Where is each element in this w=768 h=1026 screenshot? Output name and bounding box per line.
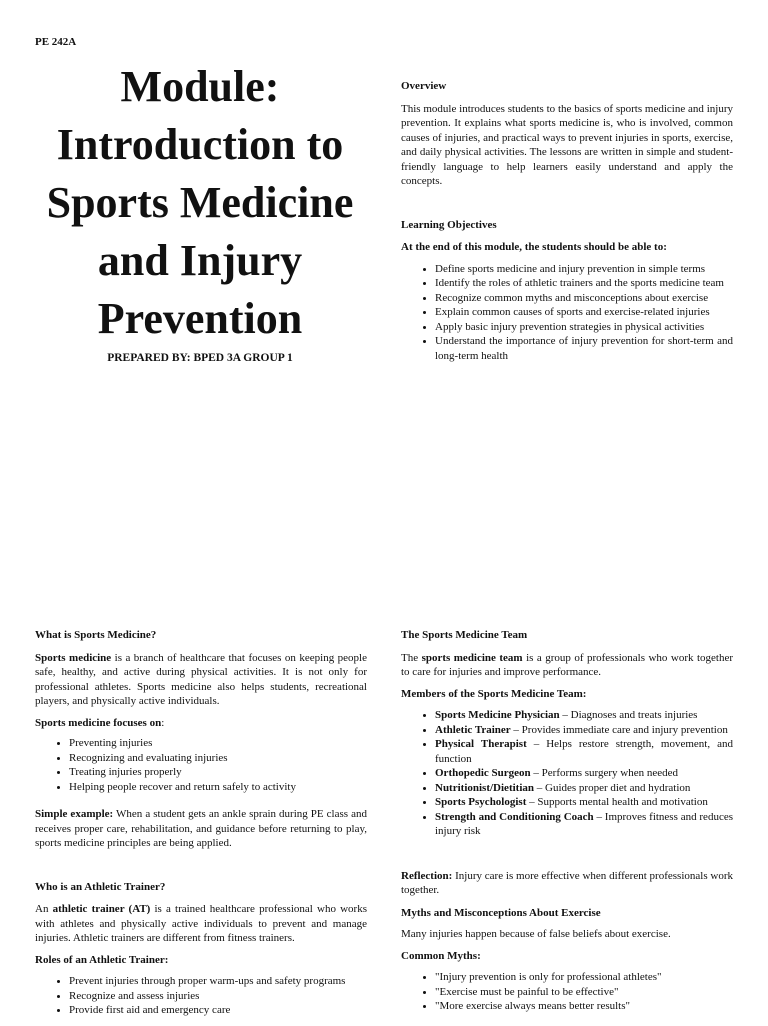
overview-heading: Overview <box>401 80 447 92</box>
objectives-intro: At the end of this module, the students should be able to: <box>401 241 667 253</box>
roles-heading: Roles of an Athletic Trainer: <box>35 953 169 966</box>
list-item: • Athletic Trainer – Provides immediate care and injury prevention <box>435 723 733 738</box>
list-item: • Strength and Conditioning Coach – Improves fitness and reduces injury risk <box>435 810 733 839</box>
trainer-body: An athletic trainer (AT) is a trained healthcare professional who works with athletes and physically active individuals to prevent and manage injuries. Athletic trainers are different from fitness trainers. <box>35 903 367 944</box>
example-paragraph: Simple example: When a student gets an ankle sprain during PE class and receives proper care, rehabilitation, and guidance before returning to play, sports medicine principles are being applied. <box>35 808 367 849</box>
term: Sports medicine <box>35 651 112 664</box>
what-is-heading: What is Sports Medicine? <box>35 629 157 641</box>
list-item: • Prevent injuries through proper warm-ups and safety programs <box>69 974 367 989</box>
prepared-by: PREPARED BY: BPED 3A GROUP 1 <box>107 352 293 364</box>
list-item: • Physical Therapist – Helps restore strength, movement, and function <box>435 737 733 766</box>
members-heading: Members of the Sports Medicine Team: <box>401 687 587 700</box>
list-item: • Orthopedic Surgeon – Performs surgery when needed <box>435 766 733 781</box>
team-body: The sports medicine team is a group of professionals who work together to care for injuries and improve performance. <box>401 651 734 678</box>
list-item: • Treating injuries properly <box>69 765 367 780</box>
top-right-column <box>401 79 733 371</box>
team-heading: The Sports Medicine Team <box>401 629 528 641</box>
list-item: • Sports Psychologist – Supports mental health and motivation <box>435 795 733 810</box>
myths-list <box>401 970 733 1014</box>
page-title: Module: Introduction to Sports Medicine and Injury Prevention <box>46 62 354 343</box>
list-item: • "More exercise always means better results" <box>435 999 733 1014</box>
bottom-right-column <box>401 628 733 1022</box>
reflection-paragraph: Reflection: Injury care is more effective when different professionals work together. <box>401 869 733 896</box>
list-item: • Recognize common myths and misconceptions about exercise <box>435 291 733 306</box>
list-item: • Sports Medicine Physician – Diagnoses and treats injuries <box>435 708 733 723</box>
roles-list <box>35 974 367 1018</box>
myths-intro: Many injuries happen because of false beliefs about exercise. <box>401 928 671 940</box>
list-item: • Identify the roles of athletic trainers and the sports medicine team <box>435 276 733 291</box>
list-item: • Nutritionist/Dietitian – Guides proper diet and hydration <box>435 781 733 796</box>
focus-list <box>35 736 367 794</box>
objectives-list <box>401 262 733 364</box>
overview-body: This module introduces students to the basics of sports medicine and injury prevention. It explains what sports medicine is, who is involved, common causes of injuries, and practical ways to prevent injuries in sports, exercise, and daily physical activities. The lessons are written in simple and student-friendly language to help learners easily understand and apply the concepts. <box>401 102 733 187</box>
list-item: • Apply basic injury prevention strategies in physical activities <box>435 320 733 335</box>
list-item: • Recognizing and evaluating injuries <box>69 751 367 766</box>
bottom-left-column <box>35 628 367 1026</box>
common-myths-heading: Common Myths: <box>401 949 481 962</box>
objectives-heading: Learning Objectives <box>401 218 497 231</box>
list-item: • Helping people recover and return safely to activity <box>69 780 367 795</box>
list-item: • "Injury prevention is only for professional athletes" <box>435 970 733 985</box>
list-item: • Explain common causes of sports and exercise-related injuries <box>435 305 733 320</box>
list-item: • "Exercise must be painful to be effective" <box>435 985 733 1000</box>
members-list <box>401 708 733 839</box>
what-is-body: Sports medicine is a branch of healthcare that focuses on keeping people safe, healthy, and active during physical activities. It is not only for professional athletes. Sports medicine also helps students, recreational players, and physically active individuals. <box>35 651 367 707</box>
list-item: • Provide first aid and emergency care <box>69 1003 367 1018</box>
list-item: • Understand the importance of injury prevention for short-term and long-term health <box>435 334 733 363</box>
myths-heading: Myths and Misconceptions About Exercise <box>401 906 601 919</box>
list-item: • Define sports medicine and injury prevention in simple terms <box>435 262 733 277</box>
focus-heading: Sports medicine focuses on: <box>35 716 165 729</box>
list-item: • Preventing injuries <box>69 736 367 751</box>
list-item: • Recognize and assess injuries <box>69 989 367 1004</box>
trainer-heading: Who is an Athletic Trainer? <box>35 880 166 893</box>
course-code: PE 242A <box>35 36 77 48</box>
